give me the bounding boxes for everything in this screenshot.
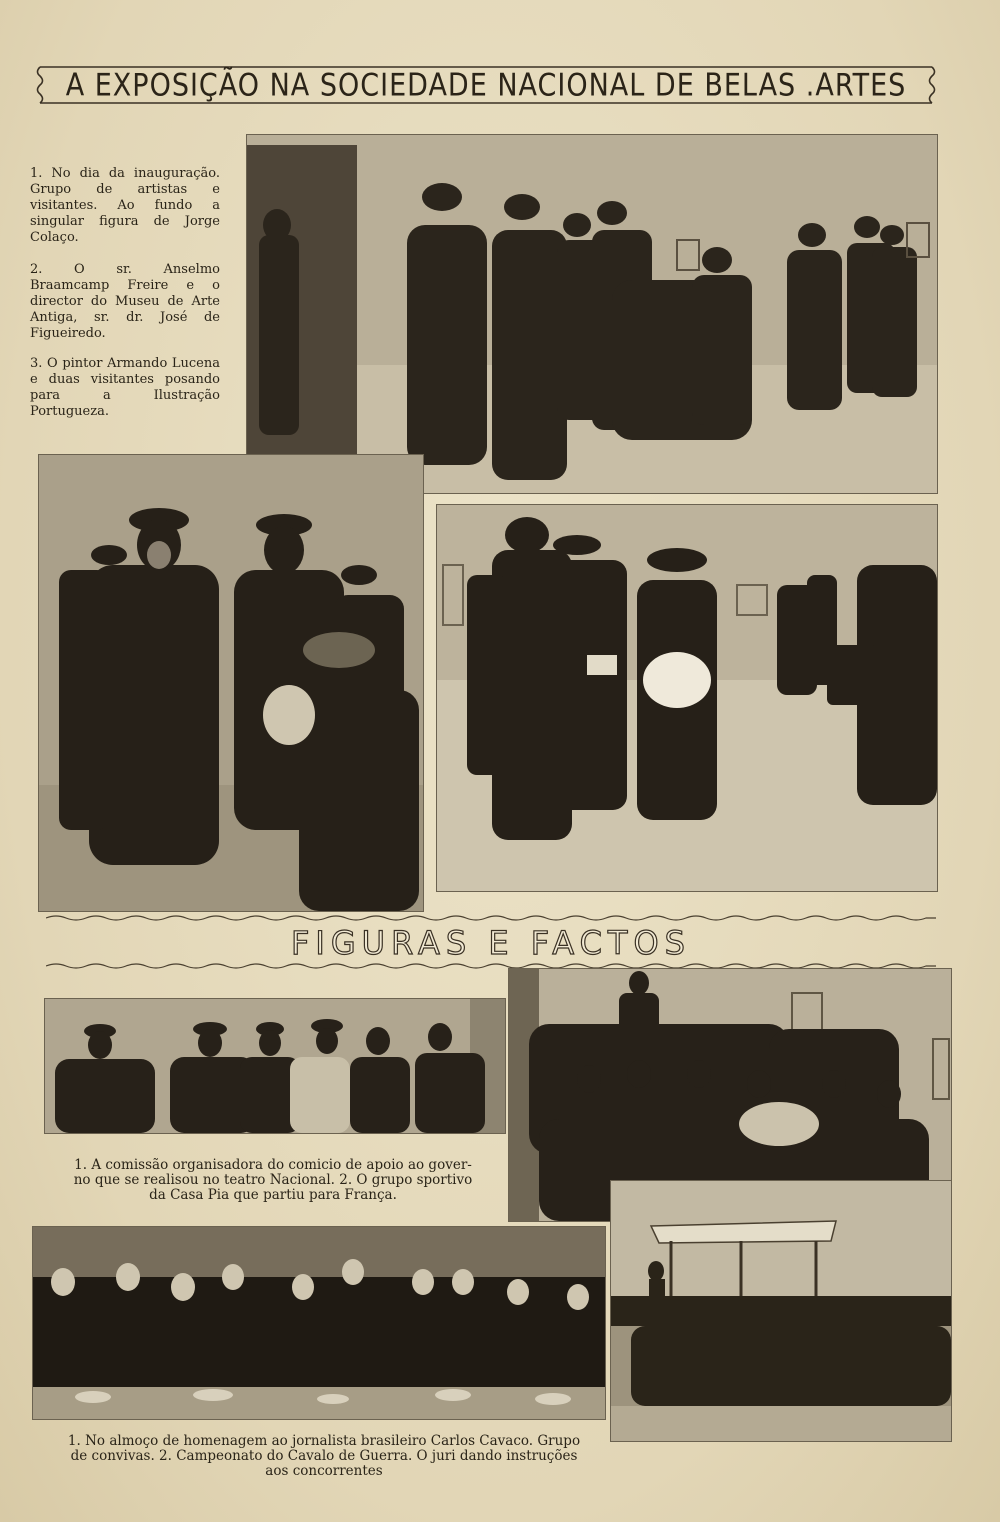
- page-title: A EXPOSIÇÃO NA SOCIEDADE NACIONAL DE BELAS .ARTES: [65, 67, 907, 103]
- section-heading: [46, 912, 936, 972]
- section-title: FIGURAS E FACTOS: [291, 924, 691, 962]
- exposicao-caption-2: 2. O sr. Anselmo Braamcamp Freire e o director do Museu de Arte Antiga, sr. dr. José de Figueiredo.: [30, 262, 220, 341]
- photo-almoco-homenagem: [32, 1226, 606, 1420]
- photo-braamcamp-freire: [38, 454, 424, 912]
- photo-inauguration: [246, 134, 938, 494]
- photo-cavalo-figures: [611, 1181, 951, 1441]
- photo-armando-lucena: [436, 504, 938, 892]
- photo-inauguration-figures: [247, 135, 937, 493]
- photo-comissao-figures: [45, 999, 505, 1133]
- title-banner: [34, 62, 938, 108]
- figuras-caption-1: 1. A comissão organisadora do comicio de apoio ao gover- no que se realisou no teatro Nacional. 2. O grupo sportivo da Casa Pia que partiu para França.: [73, 1157, 473, 1203]
- photo-cavalo-de-guerra: [610, 1180, 952, 1442]
- photo-almoco-figures: [33, 1227, 605, 1419]
- figuras-caption-2: 1. No almoço de homenagem ao jornalista brasileiro Carlos Cavaco. Grupo de convivas. 2. Campeonato do Cavalo de Guerra. O juri dando instruções aos concorrentes: [67, 1433, 581, 1479]
- exposicao-caption-1: 1. No dia da inauguração. Grupo de artistas e visitantes. Ao fundo a singular figura de Jorge Colaço.: [30, 166, 220, 245]
- exposicao-caption-3: 3. O pintor Armando Lucena e duas visitantes posando para a Ilustração Portugueza.: [30, 356, 220, 419]
- photo-braamcamp-figures: [39, 455, 423, 911]
- photo-lucena-figures: [437, 505, 937, 891]
- photo-comissao-organisadora: [44, 998, 506, 1134]
